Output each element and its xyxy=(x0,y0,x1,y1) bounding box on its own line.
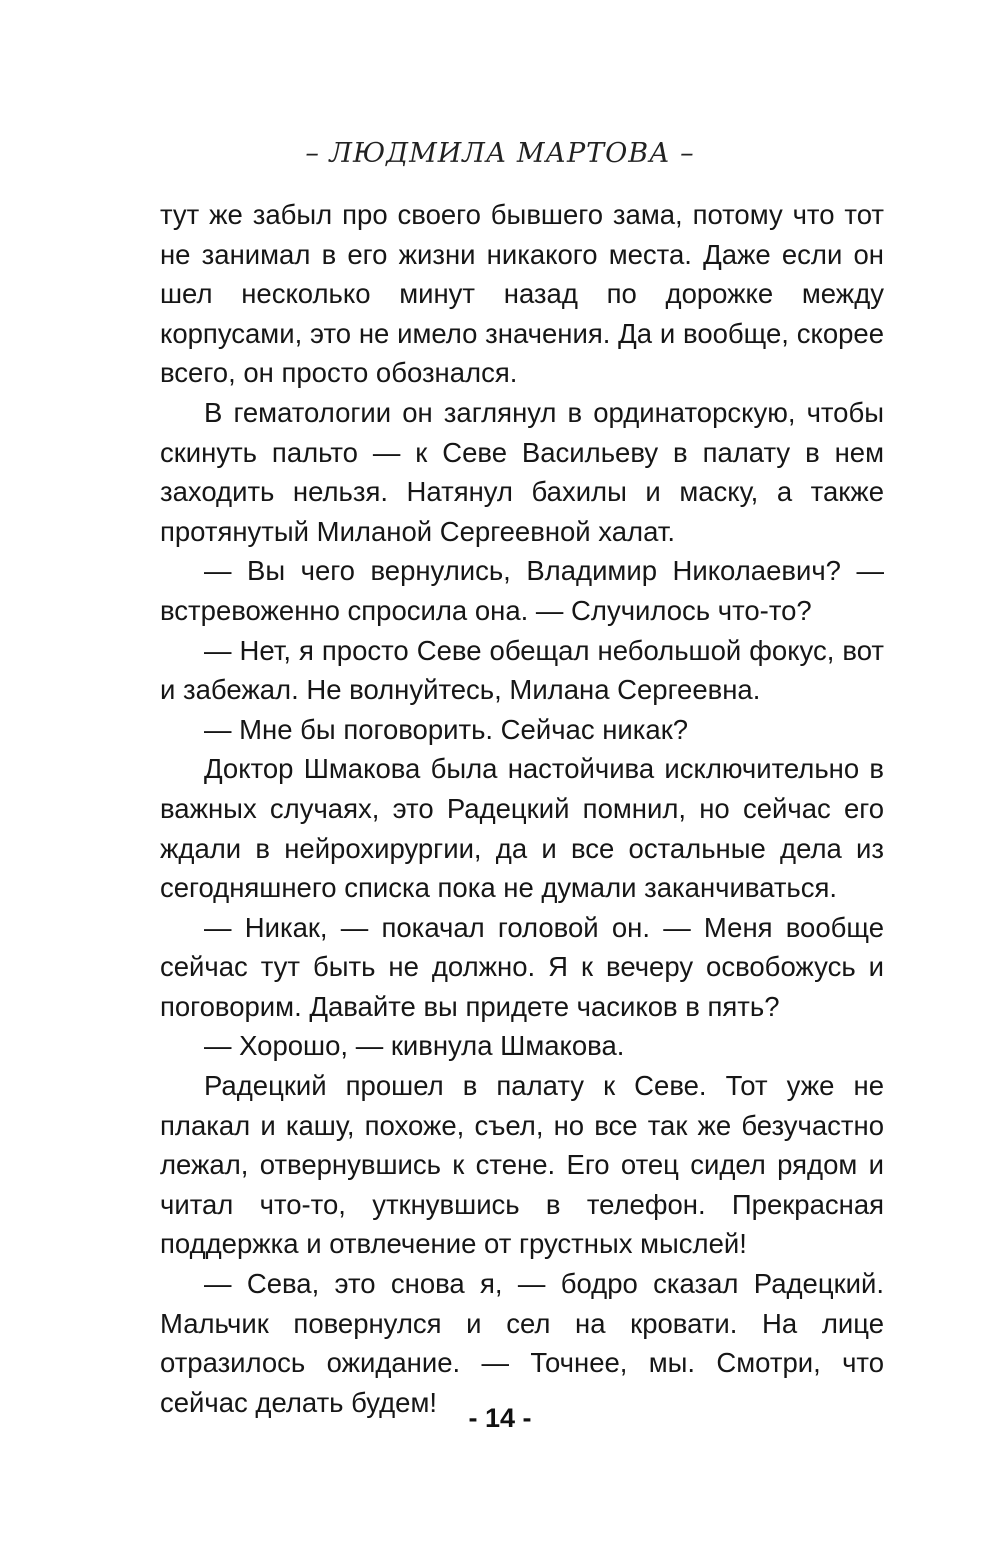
paragraph: В гематологии он заглянул в ординаторскую, чтобы скинуть пальто — к Севе Васильеву в палату в нем заходить нельзя. Натянул бахилы и маску, а также протянутый Миланой Сергеевной халат. xyxy=(160,396,884,547)
running-header: – ЛЮДМИЛА МАРТОВА – xyxy=(305,138,695,169)
paragraph: — Сева, это снова я, — бодро сказал Радецкий. Мальчик повернулся и сел на кровати. На лице отразилось ожидание. — Точнее, мы. Смотри, что сейчас делать будем! xyxy=(160,1268,884,1418)
page-number: - 14 - xyxy=(468,1403,532,1433)
paragraph: — Вы чего вернулись, Владимир Николаевич? — встревоженно спросила она. — Случилось что-то? xyxy=(160,555,884,626)
paragraph: Доктор Шмакова была настойчива исключительно в важных случаях, это Радецкий помнил, но сейчас его ждали в нейрохирургии, да и все остальные дела из сегодняшнего списка пока не думали заканчиваться. xyxy=(160,753,884,904)
paragraph: тут же забыл про своего бывшего зама, потому что тот не занимал в его жизни никакого места. Даже если он шел несколько минут назад по дорожке между корпусами, это не имело значения. Да и вообще, скорее всего, он просто обознался. xyxy=(160,199,884,389)
paragraph: — Никак, — покачал головой он. — Меня вообще сейчас тут быть не должно. Я к вечеру освобожусь и поговорим. Давайте вы придете часиков в пять? xyxy=(160,911,884,1022)
paragraph: — Мне бы поговорить. Сейчас никак? xyxy=(204,713,689,745)
body-text xyxy=(160,195,884,1422)
paragraph: — Нет, я просто Севе обещал небольшой фокус, вот и забежал. Не волнуйтесь, Милана Сергеевна. xyxy=(160,634,884,706)
paragraph: Радецкий прошел в палату к Севе. Тот уже не плакал и кашу, похоже, съел, но все так же безучастно лежал, отвернувшись к стене. Его отец сидел рядом и читал что-то, уткнувшись в телефон. Прекрасная поддержка и отвлечение от грустных мыслей! xyxy=(160,1070,884,1260)
paragraph: — Хорошо, — кивнула Шмакова. xyxy=(204,1030,625,1062)
